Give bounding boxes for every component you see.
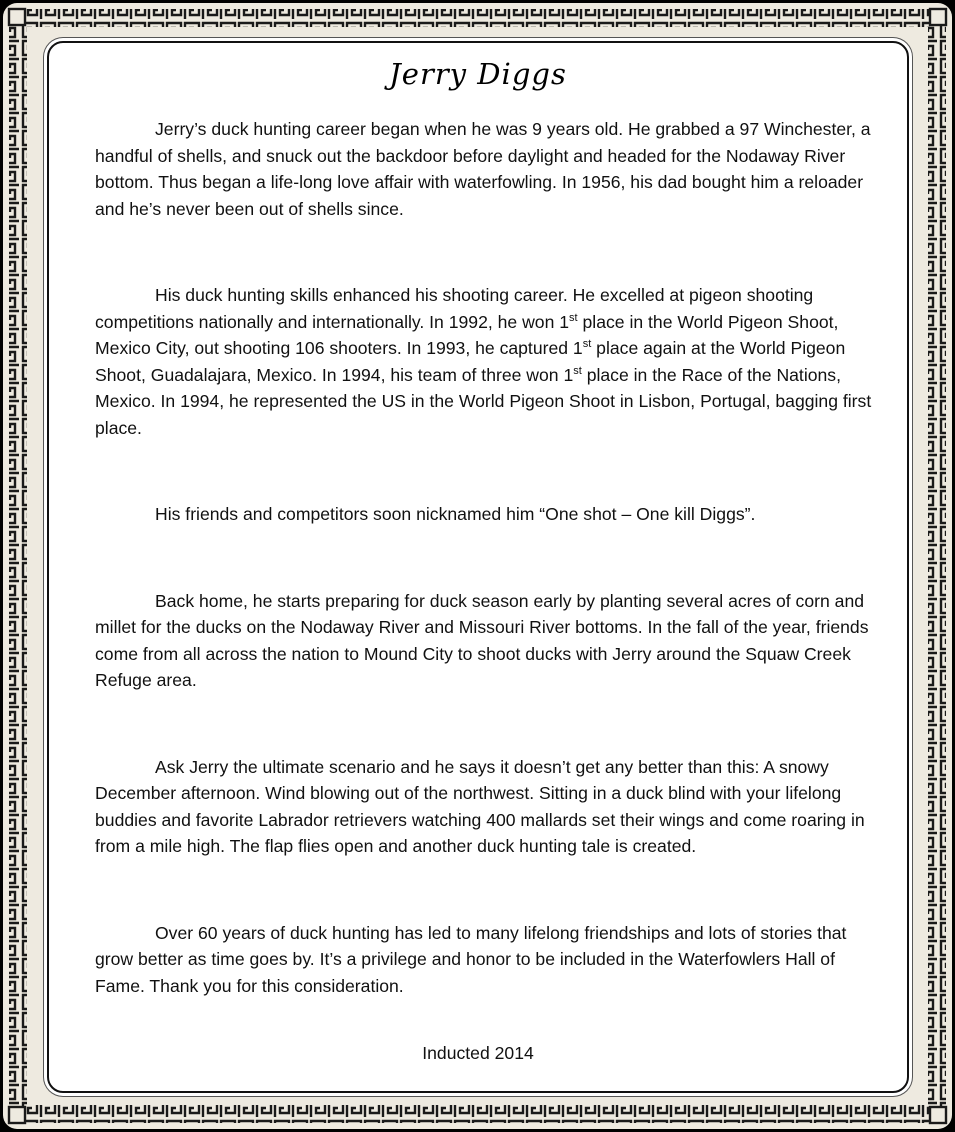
- paragraph-early-career: Jerry’s duck hunting career began when he was 9 years old. He grabbed a 97 Winchester, a handful of shells, and snuck out the backdoor before daylight and headed for the Nodaway River bottom. Thus began a life-long love affair with waterfowling. In 1956, his dad bought him a reloader and he’s never been out of shells since.: [95, 119, 871, 219]
- text-segment: place again at the World Pigeon Shoot, Guadalajara, Mexico. In 1994, his team of three won 1: [95, 338, 846, 385]
- paragraph-ultimate-scenario: Ask Jerry the ultimate scenario and he says it doesn’t get any better than this: A snowy December afternoon. Wind blowing out of the northwest. Sitting in a duck blind with your lifelong buddies and favorite Labrador retrievers watching 400 mallards set their wings and come roaring in from a mile high. The flap flies open and another duck hunting tale is created.: [95, 756, 865, 856]
- page-title: Jerry Diggs: [389, 57, 567, 91]
- text-segment: place in the World Pigeon Shoot, Mexico City, out shooting 106 shooters. In 1993, he captured 1: [95, 311, 839, 358]
- ordinal-suffix: st: [582, 338, 592, 351]
- paragraph-shooting-career: [95, 282, 885, 441]
- ordinal-suffix: st: [573, 364, 582, 377]
- paragraph-friendships: Over 60 years of duck hunting has led to many lifelong friendships and lots of stories that grow better as time goes by. It’s a privilege and honor to be included in the Waterfowlers Hall of Fame. Thank you for this consideration.: [95, 922, 847, 996]
- paragraph-nickname: His friends and competitors soon nicknamed him “One shot – One kill Diggs”.: [155, 504, 756, 524]
- text-segment: place in the Race of the Nations, Mexico. In 1994, he represented the US in the World Pigeon Shoot in Lisbon, Portugal, bagging first place.: [95, 364, 872, 438]
- biography-text: [95, 116, 885, 999]
- page-frame: [3, 3, 952, 1129]
- paragraph-back-home: Back home, he starts preparing for duck season early by planting several acres of corn and millet for the ducks on the Nodaway River and Missouri River bottoms. In the fall of the year, friends come from all across the nation to Mound City to shoot ducks with Jerry around the Squaw Creek Refuge area.: [95, 590, 869, 690]
- ordinal-suffix: st: [569, 311, 578, 324]
- induction-year: Inducted 2014: [422, 1043, 534, 1063]
- text-segment: His duck hunting skills enhanced his shooting career. He excelled at pigeon shooting competitions nationally and internationally. In 1992, he won 1: [95, 285, 814, 332]
- content-panel: [47, 41, 909, 1093]
